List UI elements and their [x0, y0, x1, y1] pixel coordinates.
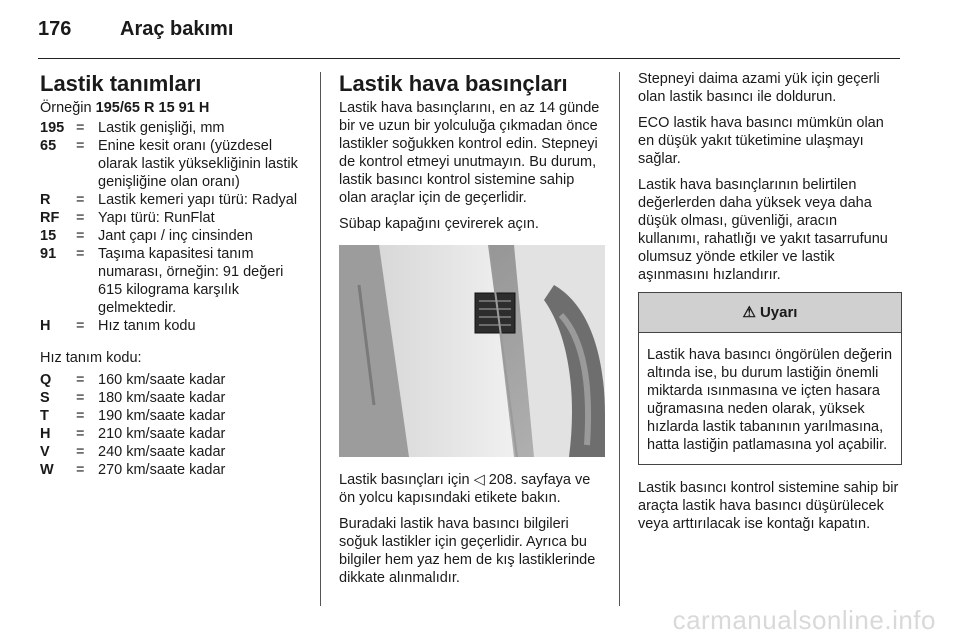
paragraph-page-reference: Lastik basınçları için ◁ 208. sayfaya ve ön yolcu kapısındaki etikete bakın. — [339, 472, 591, 506]
paragraph: ECO lastik hava basıncı mümkün olan en düşük yakıt tüketimine ulaşmayı sağlar. — [638, 115, 884, 167]
header-rule — [38, 58, 900, 59]
designation-key: R — [40, 192, 51, 208]
column-divider — [619, 72, 620, 606]
designation-row — [40, 317, 308, 335]
designation-row — [40, 245, 308, 317]
speed-code-row — [40, 461, 308, 479]
door-label-photo — [339, 245, 605, 457]
section-title-tire-pressure: Lastik hava basınçları — [339, 71, 568, 96]
equals-sign: = — [76, 426, 85, 442]
chapter-title: Araç bakımı — [120, 18, 234, 40]
speed-code-list — [40, 371, 308, 479]
equals-sign: = — [76, 390, 85, 406]
designation-value: Hız tanım kodu — [98, 318, 196, 334]
speed-code-value: 190 km/saate kadar — [98, 408, 226, 424]
designation-key: 91 — [40, 246, 57, 262]
equals-sign: = — [76, 246, 85, 262]
example-line — [40, 99, 308, 117]
speed-code-value: 180 km/saate kadar — [98, 390, 226, 406]
speed-code-row — [40, 371, 308, 389]
speed-code-row — [40, 407, 308, 425]
designation-row — [40, 191, 308, 209]
reference-triangle-icon[interactable]: ◁ — [473, 472, 485, 488]
designation-row — [40, 209, 308, 227]
designation-value: Lastik kemeri yapı türü: Radyal — [98, 192, 298, 208]
column-tire-designations — [40, 70, 308, 479]
speed-code-row — [40, 389, 308, 407]
equals-sign: = — [76, 372, 85, 388]
equals-sign: = — [76, 462, 85, 478]
speed-code-key: H — [40, 426, 51, 442]
speed-code-key: W — [40, 462, 54, 478]
paragraph: Lastik basıncı kontrol sistemine sahip bir araçta lastik hava basıncı düşürülecek veya arttırılacak ise kontağı kapatın. — [638, 480, 899, 532]
designation-key: RF — [40, 210, 60, 226]
column-divider — [320, 72, 321, 606]
speed-code-key: S — [40, 390, 50, 406]
equals-sign: = — [76, 192, 85, 208]
paragraph: Lastik hava basınçlarını, en az 14 günde bir ve uzun bir yolculuğa çıkmadan önce lastikler soğukken kontrol edin. Stepneyi de kontrol etmeyi unutmayın. Bu durum, lastik basıncı kontrol sistemine sahip olan araçlar için de geçerlidir. — [339, 100, 600, 206]
designation-key: 15 — [40, 228, 57, 244]
warning-header — [639, 293, 901, 333]
column-pressure-notes — [638, 70, 902, 541]
speed-code-key: Q — [40, 372, 52, 388]
designation-value: Taşıma kapasitesi tanım numarası, örneğin: 91 değeri 615 kilograma karşılık gelmektedir. — [98, 246, 284, 316]
warning-title: Uyarı — [759, 303, 798, 321]
speed-code-value: 160 km/saate kadar — [98, 372, 226, 388]
designation-value: Lastik genişliği, mm — [98, 120, 225, 136]
designation-key: 65 — [40, 138, 57, 154]
example-prefix: Örneğin — [40, 100, 96, 116]
designation-list — [40, 119, 308, 335]
watermark: carmanualsonline.info — [672, 605, 936, 635]
speed-code-key: T — [40, 408, 49, 424]
speed-code-label: Hız tanım kodu: — [40, 350, 142, 366]
designation-value: Enine kesit oranı (yüzdesel olarak lastik yüksekliğinin lastik genişliğine olan oranı) — [98, 138, 298, 190]
equals-sign: = — [76, 228, 85, 244]
designation-row — [40, 137, 308, 191]
speed-code-row — [40, 443, 308, 461]
paragraph: Buradaki lastik hava basıncı bilgileri soğuk lastikler için geçerlidir. Ayrıca bu bilgiler hem yaz hem de kış lastiklerinde dikkate alınmalıdır. — [339, 516, 596, 586]
speed-code-row — [40, 425, 308, 443]
equals-sign: = — [76, 120, 85, 136]
designation-row — [40, 227, 308, 245]
equals-sign: = — [76, 444, 85, 460]
paragraph: Lastik hava basınçlarının belirtilen değerlerden daha yüksek veya daha düşük olması, güvenliği, aracın kullanımı, rahatlığı ve yakıt tasarrufunu olumsuz yönde etkiler ve lastik aşınmasını hızlandırır. — [638, 177, 888, 283]
equals-sign: = — [76, 210, 85, 226]
paragraph: Sübap kapağını çevirerek açın. — [339, 216, 539, 232]
page-number: 176 — [38, 18, 72, 40]
warning-box — [638, 292, 902, 465]
speed-code-value: 210 km/saate kadar — [98, 426, 226, 442]
speed-code-value: 240 km/saate kadar — [98, 444, 226, 460]
section-title-tire-designations: Lastik tanımları — [40, 71, 202, 96]
column-tire-pressure — [339, 70, 605, 595]
designation-key: H — [40, 318, 51, 334]
warning-text: Lastik hava basıncı öngörülen değerin altında ise, bu durum lastiğin önemli miktarda ısınmasına ve içten hasara uğramasına neden olarak, yüksek hızlarda lastik tabanının yarılmasına, hatta lastiğin patlamasına yol açabilir. — [647, 347, 893, 453]
equals-sign: = — [76, 138, 85, 154]
warning-triangle-icon: ⚠ — [742, 303, 756, 321]
designation-row — [40, 119, 308, 137]
designation-value: Yapı türü: RunFlat — [98, 210, 215, 226]
equals-sign: = — [76, 408, 85, 424]
paragraph: Stepneyi daima azami yük için geçerli olan lastik basıncı ile doldurun. — [638, 71, 880, 105]
designation-key: 195 — [40, 120, 65, 136]
designation-value: Jant çapı / inç cinsinden — [98, 228, 253, 244]
door-label-illustration — [339, 245, 605, 457]
speed-code-key: V — [40, 444, 50, 460]
equals-sign: = — [76, 318, 85, 334]
example-code: 195/65 R 15 91 H — [95, 100, 210, 116]
speed-code-value: 270 km/saate kadar — [98, 462, 226, 478]
